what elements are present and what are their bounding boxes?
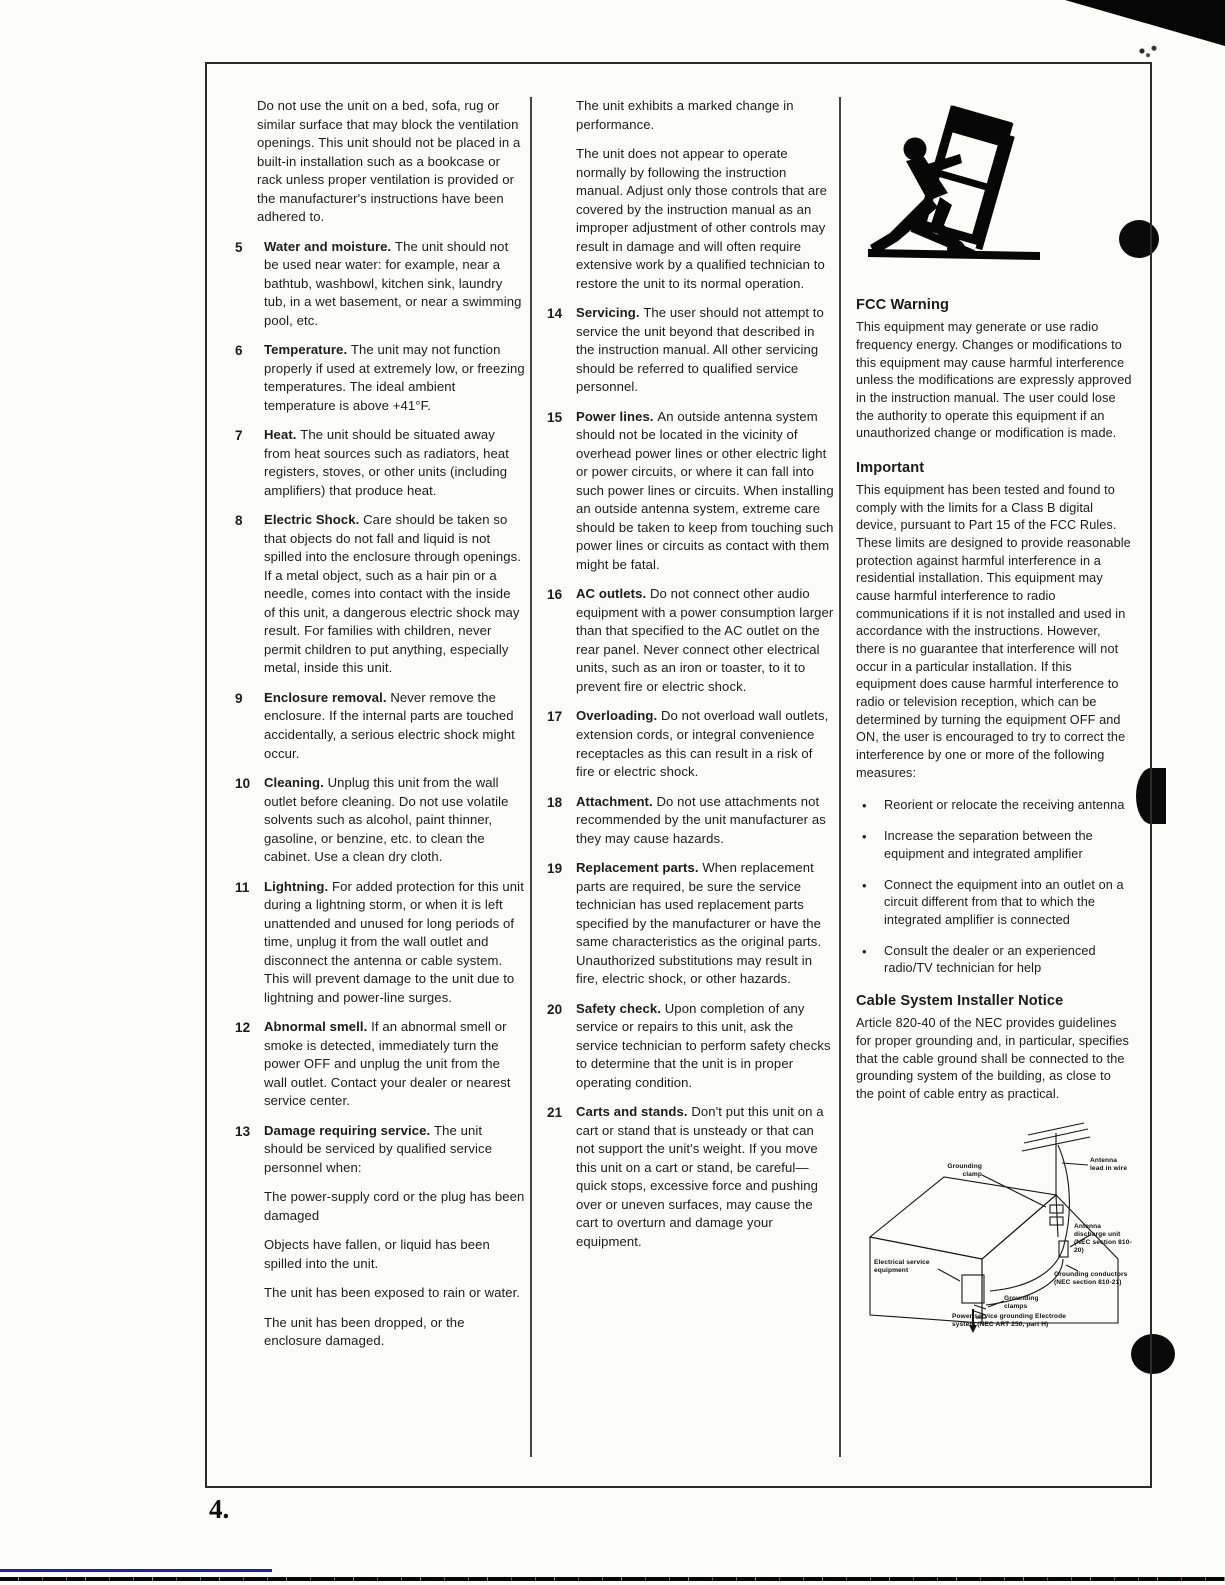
item-text: Attachment. Do not use attachments not recommended by the unit manufacturer as they may cause hazards. [576,793,826,846]
safety-item-19 [547,859,834,1000]
item-text: Cleaning. Unplug this unit from the wall outlet before cleaning. Do not use volatile solvents such as alcohol, paint thinner, gasoline, or benzine, etc. to clean the cabinet. Use a clean dry cloth. [264,775,509,865]
continued-subparagraph: The unit exhibits a marked change in performance. [576,98,794,132]
content-frame [205,62,1152,1488]
item-number: 14 [547,306,563,322]
diagram-label-grounding-clamps: Grounding clamps [1004,1294,1039,1310]
section-fcc-warning [856,295,1132,443]
item-subparagraph: Objects have fallen, or liquid has been spilled into the unit. [264,1237,490,1271]
safety-item-5 [235,238,525,342]
item-text: Enclosure removal. Never remove the enclosure. If the internal parts are touched accidentally, a serious electric shock might occur. [264,689,515,761]
diagram-label-grounding-clamp: Grounding clamp [947,1162,982,1178]
item-text: Servicing. The user should not attempt to service the unit beyond that described in the instruction manual. All other servicing should be referred to qualified service personnel. [576,305,824,395]
column-safety-items-2 [547,97,834,1262]
diagram-label-power-service-grounding: Power service grounding Electrode system (NEC ART 250, part H) [952,1312,1066,1328]
interference-measures-list [856,797,1132,978]
item-text: Heat. The unit should be situated away from heat sources such as radiators, heat registers, stoves, or other units (including amplifiers) that produce heat. [264,427,509,498]
continued-paragraph: Do not use the unit on a bed, sofa, rug or similar surface that may block the ventilation openings. This unit should not be placed in a built-in installation such as a bookcase or rack unless proper ventilation is provided or the manufacturer's instructions have been adhered to. [257,98,521,225]
item-number: 16 [547,587,563,603]
diagram-label-grounding-conductors: Grounding conductors (NEC section 810-21) [1054,1270,1128,1286]
scan-speckle [1133,44,1163,58]
measure-item: • Increase the separation between the equipment and integrated amplifier [856,828,1132,863]
measure-item: • Reorient or relocate the receiving antenna [856,797,1132,815]
item-text: Abnormal smell. If an abnormal smell or smoke is detected, immediately turn the power OFF and unplug the unit from the wall outlet. Contact your dealer or nearest service center. [264,1019,511,1109]
safety-item-10 [235,774,525,878]
safety-item-9 [235,689,525,774]
item-number: 13 [235,1123,251,1139]
scan-corner-artifact [1065,0,1225,46]
continued-subparagraph: The unit does not appear to operate normally by following the instruction manual. Adjust only those controls that are covered by the instruction manual as an improper adjustment of other controls may result in damage and will often require extensive work by a qualified technician to restore the unit to its normal operation. [576,146,828,291]
column-divider [530,97,532,1457]
safety-item-18 [547,793,834,860]
cable-notice-body: Article 820-40 of the NEC provides guidelines for proper grounding and, in particular, specifies that the cable ground shall be connected to the grounding system of the building, as close to the point of cable entry as practical. [856,1016,1130,1101]
item-text: Lightning. For added protection for this unit during a lightning storm, or when it is left unattended and unused for long periods of time, unplug it from the wall outlet and disconnect the antenna or cable system. This will prevent damage to the unit due to lightning and power-line surges. [264,878,524,1005]
important-body: This equipment has been tested and found to comply with the limits for a Class B digital device, pursuant to Part 15 of the FCC Rules. These limits are designed to provide reasonable protection against harmful interference in a residential installation. This equipment may cause harmful interference to radio communications if it is not installed and used in accordance with the instructions. However, there is no guarantee that interference will not occur in a particular installation. If this equipment does cause harmful interference to radio or television reception, which can be determined by turning the equipment OFF and ON, the user is encouraged to try to correct the interference by one or more of the following measures: [856,483,1131,780]
grounding-diagram [856,1119,1132,1333]
safety-item-7 [235,426,525,511]
item-text: Power lines. An outside antenna system should not be located in the vicinity of overhead power lines or other electric light or power circuits, or where it can fall into such power lines or circuits. When installing an outside antenna system, extreme care should be taken to keep from touching such power lines or circuits as contact with them might be fatal. [576,408,834,572]
item-number: 5 [235,239,243,255]
safety-item-21 [547,1103,834,1262]
item-text: Replacement parts. When replacement parts are required, be sure the service technician has used replacement parts specified by the manufacturer or have the same characteristics as the original parts. Unauthorized substitutions may result in fire, electric shock, or other hazards. [576,860,822,987]
column-safety-items-1 [235,97,525,1362]
important-heading: Important [856,459,925,476]
item-number: 18 [547,794,563,810]
item-number: 8 [235,513,243,529]
item-number: 9 [235,690,243,706]
item-number: 15 [547,409,563,425]
item-text: Overloading. Do not overload wall outlets, extension cords, or integral convenience receptacles as this can result in a risk of fire or electric shock. [576,708,829,780]
item-text: Water and moisture. The unit should not be used near water: for example, near a bathtub, washbowl, kitchen sink, laundry tub, in a wet basement, or near a swimming pool, etc. [264,238,522,328]
item-number: 12 [235,1020,251,1036]
safety-item-15 [547,408,834,586]
safety-item-13 [235,1122,525,1362]
column-notices [856,97,1132,1333]
item-text: Safety check. Upon completion of any service or repairs to this unit, ask the service technician to perform safety checks to determine that the unit is in proper operating condition. [576,1000,831,1090]
cable-notice-heading: Cable System Installer Notice [856,992,1064,1009]
item-text: Carts and stands. Don't put this unit on a cart or stand that is unsteady or that can not support the unit's weight. If you move this unit on a cart or stand, be careful— quick stops, excessive force and pushing over or uneven surfaces, may cause the cart to overturn and damage your equipment. [576,1104,824,1249]
safety-item-6 [235,341,525,426]
safety-item-12 [235,1018,525,1122]
item-text: Electric Shock. Care should be taken so that objects do not fall and liquid is not spilled into the enclosure through openings. If a metal object, such as a hair pin or a needle, comes into contact with the inside of this unit, a dangerous electric shock may result. For families with children, never permit children to put anything, especially metal, inside this unit. [264,512,521,676]
item-number: 19 [547,861,563,877]
item-number: 21 [547,1105,563,1121]
scan-noise-strip [0,1577,1225,1581]
moving-unit-figure [862,99,1132,271]
diagram-label-antenna-lead-in: Antenna lead in wire [1090,1156,1128,1172]
column-divider [839,97,841,1457]
section-important [856,458,1132,978]
item-subparagraph: The unit has been exposed to rain or water. [264,1285,521,1301]
item-text: Temperature. The unit may not function properly if used at extremely low, or freezing temperatures. The ideal ambient temperature is above +41°F. [264,342,525,413]
diagram-label-discharge-unit: Antenna discharge unit (NEC section 810-20) [1074,1222,1132,1255]
item-text: AC outlets. Do not connect other audio equipment with a power consumption larger than that specified to the AC outlet on the rear panel. Never connect other electrical units, such as an iron or toaster, to it to prevent fire or electric shock. [576,586,834,694]
safety-item-20 [547,1000,834,1104]
item-text: Damage requiring service. The unit should be serviced by qualified service personnel when: [264,1122,493,1175]
measure-item: • Connect the equipment into an outlet on a circuit different from that to which the integrated amplifier is connected [856,877,1132,930]
hand-truck-illustration [862,99,1062,271]
safety-item-16 [547,585,834,707]
scan-blue-line [0,1569,272,1572]
safety-item-11 [235,878,525,1019]
safety-item-14 [547,304,834,408]
item-number: 11 [235,879,250,895]
fcc-warning-heading: FCC Warning [856,297,949,313]
fcc-warning-body: This equipment may generate or use radio frequency energy. Changes or modifications to this equipment may cause harmful interference unless the modifications are expressly approved in the instruction manual. The user could lose the authority to operate this equipment if an unauthorized change or modification is made. [856,320,1132,441]
diagram-label-electrical-service: Electrical service equipment [874,1258,930,1274]
item-number: 6 [235,343,243,359]
item-subparagraph: The unit has been dropped, or the enclosure damaged. [264,1314,465,1349]
page-number: 4. [209,1494,230,1524]
item-number: 10 [235,776,251,792]
safety-item-8 [235,511,525,689]
safety-item-17 [547,707,834,792]
item-subparagraph: The power-supply cord or the plug has been damaged [264,1189,525,1223]
item-number: 7 [235,428,243,444]
section-cable-installer-notice [856,991,1132,1104]
measure-item: • Consult the dealer or an experienced radio/TV technician for help [856,943,1132,978]
item-number: 17 [547,709,563,725]
item-number: 20 [547,1001,563,1017]
